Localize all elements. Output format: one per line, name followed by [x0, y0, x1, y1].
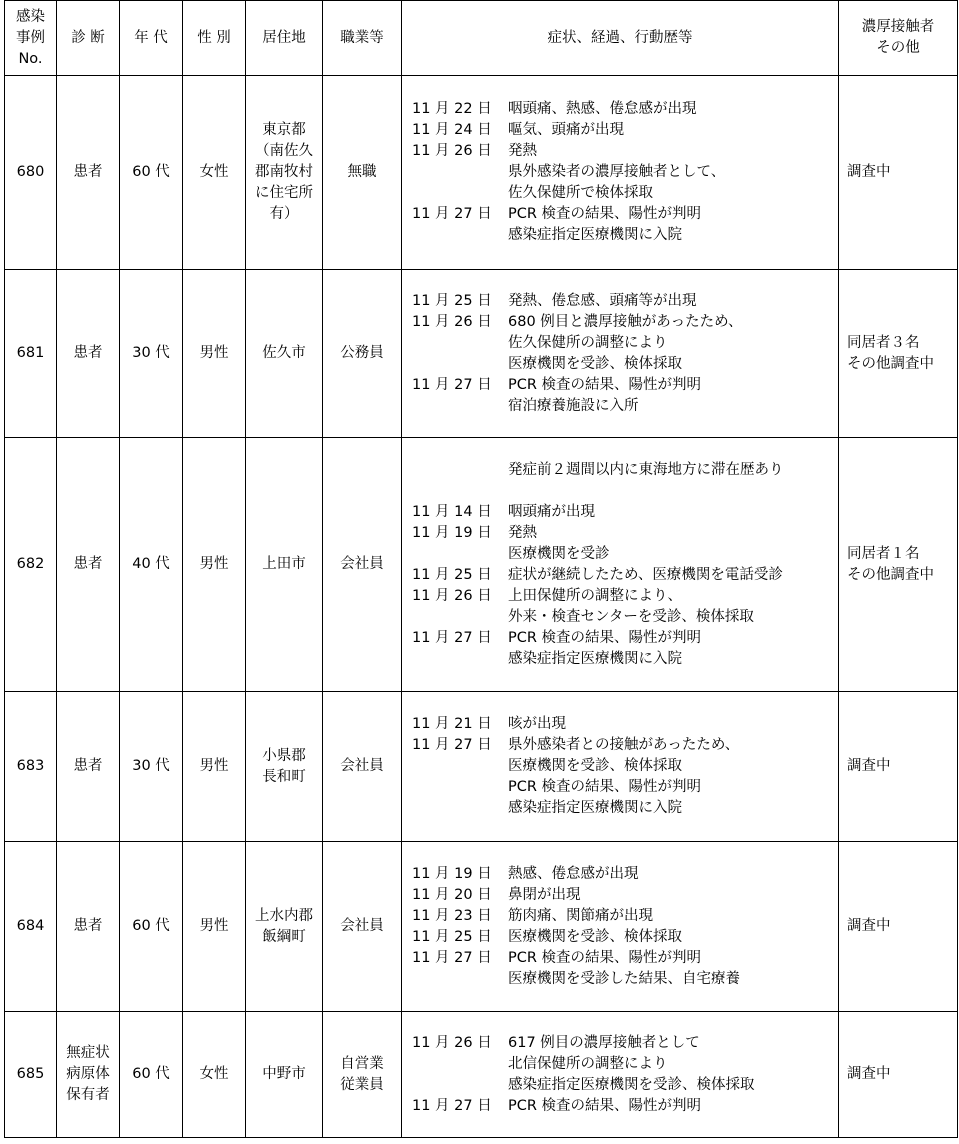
- detail-line: [412, 312, 838, 333]
- detail-text: PCR 検査の結果、陽性が判明: [508, 949, 702, 966]
- detail-line: [412, 1033, 838, 1054]
- detail-date: [412, 225, 508, 246]
- detail-text: 発熱: [508, 524, 537, 541]
- detail-line: [412, 291, 838, 312]
- detail-date: [412, 1054, 508, 1075]
- detail-line: [412, 969, 838, 990]
- detail-date: 11 月 26 日: [412, 313, 492, 330]
- detail-line: [412, 375, 838, 396]
- sex: 男性: [183, 270, 246, 438]
- detail-line: [412, 460, 838, 481]
- details-cell: [402, 692, 839, 842]
- case-report-sheet: [4, 0, 958, 1138]
- detail-text: 発熱、倦怠感、頭痛等が出現: [508, 292, 697, 309]
- occupation: 会社員: [323, 438, 402, 692]
- case-rows: [5, 76, 958, 1138]
- detail-text: 県外感染者の濃厚接触者として、: [508, 164, 726, 180]
- contacts: 同居者１名 その他調査中: [839, 438, 958, 692]
- detail-line: [412, 649, 838, 670]
- contacts: 調査中: [839, 1012, 958, 1138]
- table-header-row: [5, 1, 958, 76]
- residence: 中野市: [246, 1012, 323, 1138]
- age-group: 60 代: [120, 842, 183, 1012]
- detail-text: PCR 検査の結果、陽性が判明: [508, 206, 702, 222]
- detail-date: 11 月 23 日: [412, 907, 492, 924]
- sex: 女性: [183, 76, 246, 270]
- detail-date: 11 月 25 日: [412, 292, 492, 309]
- residence: 東京都 （南佐久 郡南牧村 に住宅所 有）: [246, 76, 323, 270]
- detail-date: 11 月 25 日: [412, 928, 492, 945]
- header-residence: 居住地: [246, 1, 323, 76]
- detail-date: 11 月 27 日: [412, 629, 492, 646]
- detail-date: 11 月 27 日: [412, 376, 492, 393]
- detail-line: [412, 1075, 838, 1096]
- detail-line: [412, 948, 838, 969]
- detail-text: 上田保健所の調整により、: [508, 587, 682, 604]
- header-sex: 性 別: [183, 1, 246, 76]
- occupation: 自営業 従業員: [323, 1012, 402, 1138]
- diagnosis: 患者: [57, 270, 120, 438]
- detail-text: 症状が継続したため、医療機関を電話受診: [508, 566, 783, 583]
- detail-line: [412, 1054, 838, 1075]
- detail-text: 発症前２週間以内に東海地方に滞在歴あり: [508, 461, 784, 478]
- age-group: 60 代: [120, 1012, 183, 1138]
- detail-line: [412, 120, 838, 141]
- residence: 小県郡 長和町: [246, 692, 323, 842]
- detail-text: 680 例目と濃厚接触があったため、: [508, 313, 743, 330]
- details-cell: [402, 1012, 839, 1138]
- detail-text: 外来・検査センターを受診、検体採取: [508, 608, 754, 625]
- detail-line: [412, 756, 838, 777]
- sex: 女性: [183, 1012, 246, 1138]
- contacts: 調査中: [839, 842, 958, 1012]
- case-no: 681: [5, 270, 57, 438]
- detail-date: 11 月 20 日: [412, 886, 492, 903]
- residence: 上水内郡 飯綱町: [246, 842, 323, 1012]
- detail-date: 11 月 25 日: [412, 566, 492, 583]
- details-cell: [402, 438, 839, 692]
- detail-text: 感染症指定医療機関に入院: [508, 650, 682, 667]
- detail-line: [412, 586, 838, 607]
- detail-line: [412, 523, 838, 544]
- detail-text: 医療機関を受診、検体採取: [508, 758, 682, 774]
- diagnosis: 患者: [57, 438, 120, 692]
- detail-date: [412, 333, 508, 354]
- detail-line: [412, 777, 838, 798]
- detail-date: [412, 607, 508, 628]
- detail-date: 11 月 26 日: [412, 1034, 492, 1051]
- detail-date: 11 月 27 日: [412, 949, 492, 966]
- case-no: 684: [5, 842, 57, 1012]
- detail-date: 11 月 27 日: [412, 1097, 492, 1114]
- detail-line: [412, 204, 838, 225]
- detail-line: [412, 396, 838, 417]
- contacts: 調査中: [839, 76, 958, 270]
- case-no: 683: [5, 692, 57, 842]
- table-row: [5, 270, 958, 438]
- detail-line: [412, 225, 838, 246]
- detail-text: 宿泊療養施設に入所: [508, 397, 639, 414]
- detail-line: [412, 565, 838, 586]
- detail-line: [412, 502, 838, 523]
- detail-date: [412, 460, 508, 481]
- detail-date: [412, 969, 508, 990]
- detail-date: [412, 1075, 508, 1096]
- age-group: 30 代: [120, 692, 183, 842]
- detail-line: [412, 481, 838, 502]
- residence: 佐久市: [246, 270, 323, 438]
- details-cell: [402, 76, 839, 270]
- sex: 男性: [183, 438, 246, 692]
- detail-date: [412, 777, 508, 798]
- detail-line: [412, 162, 838, 183]
- detail-text: PCR 検査の結果、陽性が判明: [508, 629, 702, 646]
- detail-date: [412, 649, 508, 670]
- detail-date: [412, 798, 508, 819]
- detail-line: [412, 714, 838, 735]
- detail-date: [412, 544, 508, 565]
- header-contacts: 濃厚接触者 その他: [839, 1, 958, 76]
- diagnosis: 無症状 病原体 保有者: [57, 1012, 120, 1138]
- detail-line: [412, 628, 838, 649]
- details-cell: [402, 270, 839, 438]
- header-case-no: 感染 事例 No.: [5, 1, 57, 76]
- detail-text: 佐久保健所で検体採取: [508, 185, 653, 201]
- detail-text: PCR 検査の結果、陽性が判明: [508, 376, 702, 393]
- diagnosis: 患者: [57, 692, 120, 842]
- case-no: 680: [5, 76, 57, 270]
- detail-date: [412, 354, 508, 375]
- table-row: [5, 438, 958, 692]
- detail-text: PCR 検査の結果、陽性が判明: [508, 779, 702, 795]
- occupation: 公務員: [323, 270, 402, 438]
- detail-date: [412, 396, 508, 417]
- detail-line: [412, 885, 838, 906]
- detail-date: 11 月 14 日: [412, 503, 492, 520]
- detail-text: 咽頭痛が出現: [508, 503, 595, 520]
- detail-line: [412, 735, 838, 756]
- detail-line: [412, 544, 838, 565]
- age-group: 40 代: [120, 438, 183, 692]
- occupation: 無職: [323, 76, 402, 270]
- detail-line: [412, 927, 838, 948]
- detail-date: 11 月 19 日: [412, 865, 492, 882]
- sex: 男性: [183, 692, 246, 842]
- detail-date: 11 月 22 日: [412, 101, 492, 117]
- detail-line: [412, 183, 838, 204]
- detail-text: 617 例目の濃厚接触者として: [508, 1034, 700, 1051]
- detail-date: 11 月 27 日: [412, 206, 492, 222]
- table-row: [5, 1012, 958, 1138]
- header-age: 年 代: [120, 1, 183, 76]
- detail-date: 11 月 24 日: [412, 122, 492, 138]
- detail-date: [412, 162, 508, 183]
- detail-date: 11 月 26 日: [412, 587, 492, 604]
- detail-text: 感染症指定医療機関に入院: [508, 800, 682, 816]
- header-diagnosis: 診 断: [57, 1, 120, 76]
- detail-line: [412, 141, 838, 162]
- detail-text: 発熱: [508, 143, 537, 159]
- detail-text: 医療機関を受診: [508, 545, 610, 562]
- detail-line: [412, 607, 838, 628]
- table-row: [5, 76, 958, 270]
- detail-text: 感染症指定医療機関を受診、検体採取: [508, 1076, 755, 1093]
- detail-date: 11 月 26 日: [412, 143, 492, 159]
- detail-date: 11 月 19 日: [412, 524, 492, 541]
- header-details: 症状、経過、行動歴等: [402, 1, 839, 76]
- detail-line: [412, 1096, 838, 1117]
- detail-text: 医療機関を受診した結果、自宅療養: [508, 970, 740, 987]
- details-cell: [402, 842, 839, 1012]
- case-no: 682: [5, 438, 57, 692]
- detail-text: 医療機関を受診、検体採取: [508, 928, 682, 945]
- detail-text: 感染症指定医療機関に入院: [508, 227, 682, 243]
- occupation: 会社員: [323, 692, 402, 842]
- detail-line: [412, 354, 838, 375]
- detail-line: [412, 333, 838, 354]
- detail-text: 医療機関を受診、検体採取: [508, 355, 682, 372]
- occupation: 会社員: [323, 842, 402, 1012]
- contacts: 同居者３名 その他調査中: [839, 270, 958, 438]
- age-group: 60 代: [120, 76, 183, 270]
- detail-line: [412, 864, 838, 885]
- detail-text: 咽頭痛、熱感、倦怠感が出現: [508, 101, 697, 117]
- detail-text: PCR 検査の結果、陽性が判明: [508, 1097, 702, 1114]
- detail-text: 鼻閉が出現: [508, 886, 581, 903]
- detail-text: 熱感、倦怠感が出現: [508, 865, 639, 882]
- detail-text: 県外感染者との接触があったため、: [508, 737, 740, 753]
- table-row: [5, 692, 958, 842]
- detail-text: 北信保健所の調整により: [508, 1055, 668, 1072]
- detail-text: 嘔気、頭痛が出現: [508, 122, 624, 138]
- detail-text: 咳が出現: [508, 716, 566, 732]
- detail-line: [412, 99, 838, 120]
- diagnosis: 患者: [57, 76, 120, 270]
- case-no: 685: [5, 1012, 57, 1138]
- case-table: [4, 0, 958, 1138]
- detail-line: [412, 798, 838, 819]
- detail-date: [412, 183, 508, 204]
- detail-line: [412, 906, 838, 927]
- sex: 男性: [183, 842, 246, 1012]
- residence: 上田市: [246, 438, 323, 692]
- detail-text: 佐久保健所の調整により: [508, 334, 668, 351]
- detail-date: [412, 481, 508, 502]
- detail-date: [412, 756, 508, 777]
- detail-date: 11 月 27 日: [412, 737, 492, 753]
- contacts: 調査中: [839, 692, 958, 842]
- detail-date: 11 月 21 日: [412, 716, 492, 732]
- age-group: 30 代: [120, 270, 183, 438]
- diagnosis: 患者: [57, 842, 120, 1012]
- header-occupation: 職業等: [323, 1, 402, 76]
- table-row: [5, 842, 958, 1012]
- detail-text: 筋肉痛、関節痛が出現: [508, 907, 653, 924]
